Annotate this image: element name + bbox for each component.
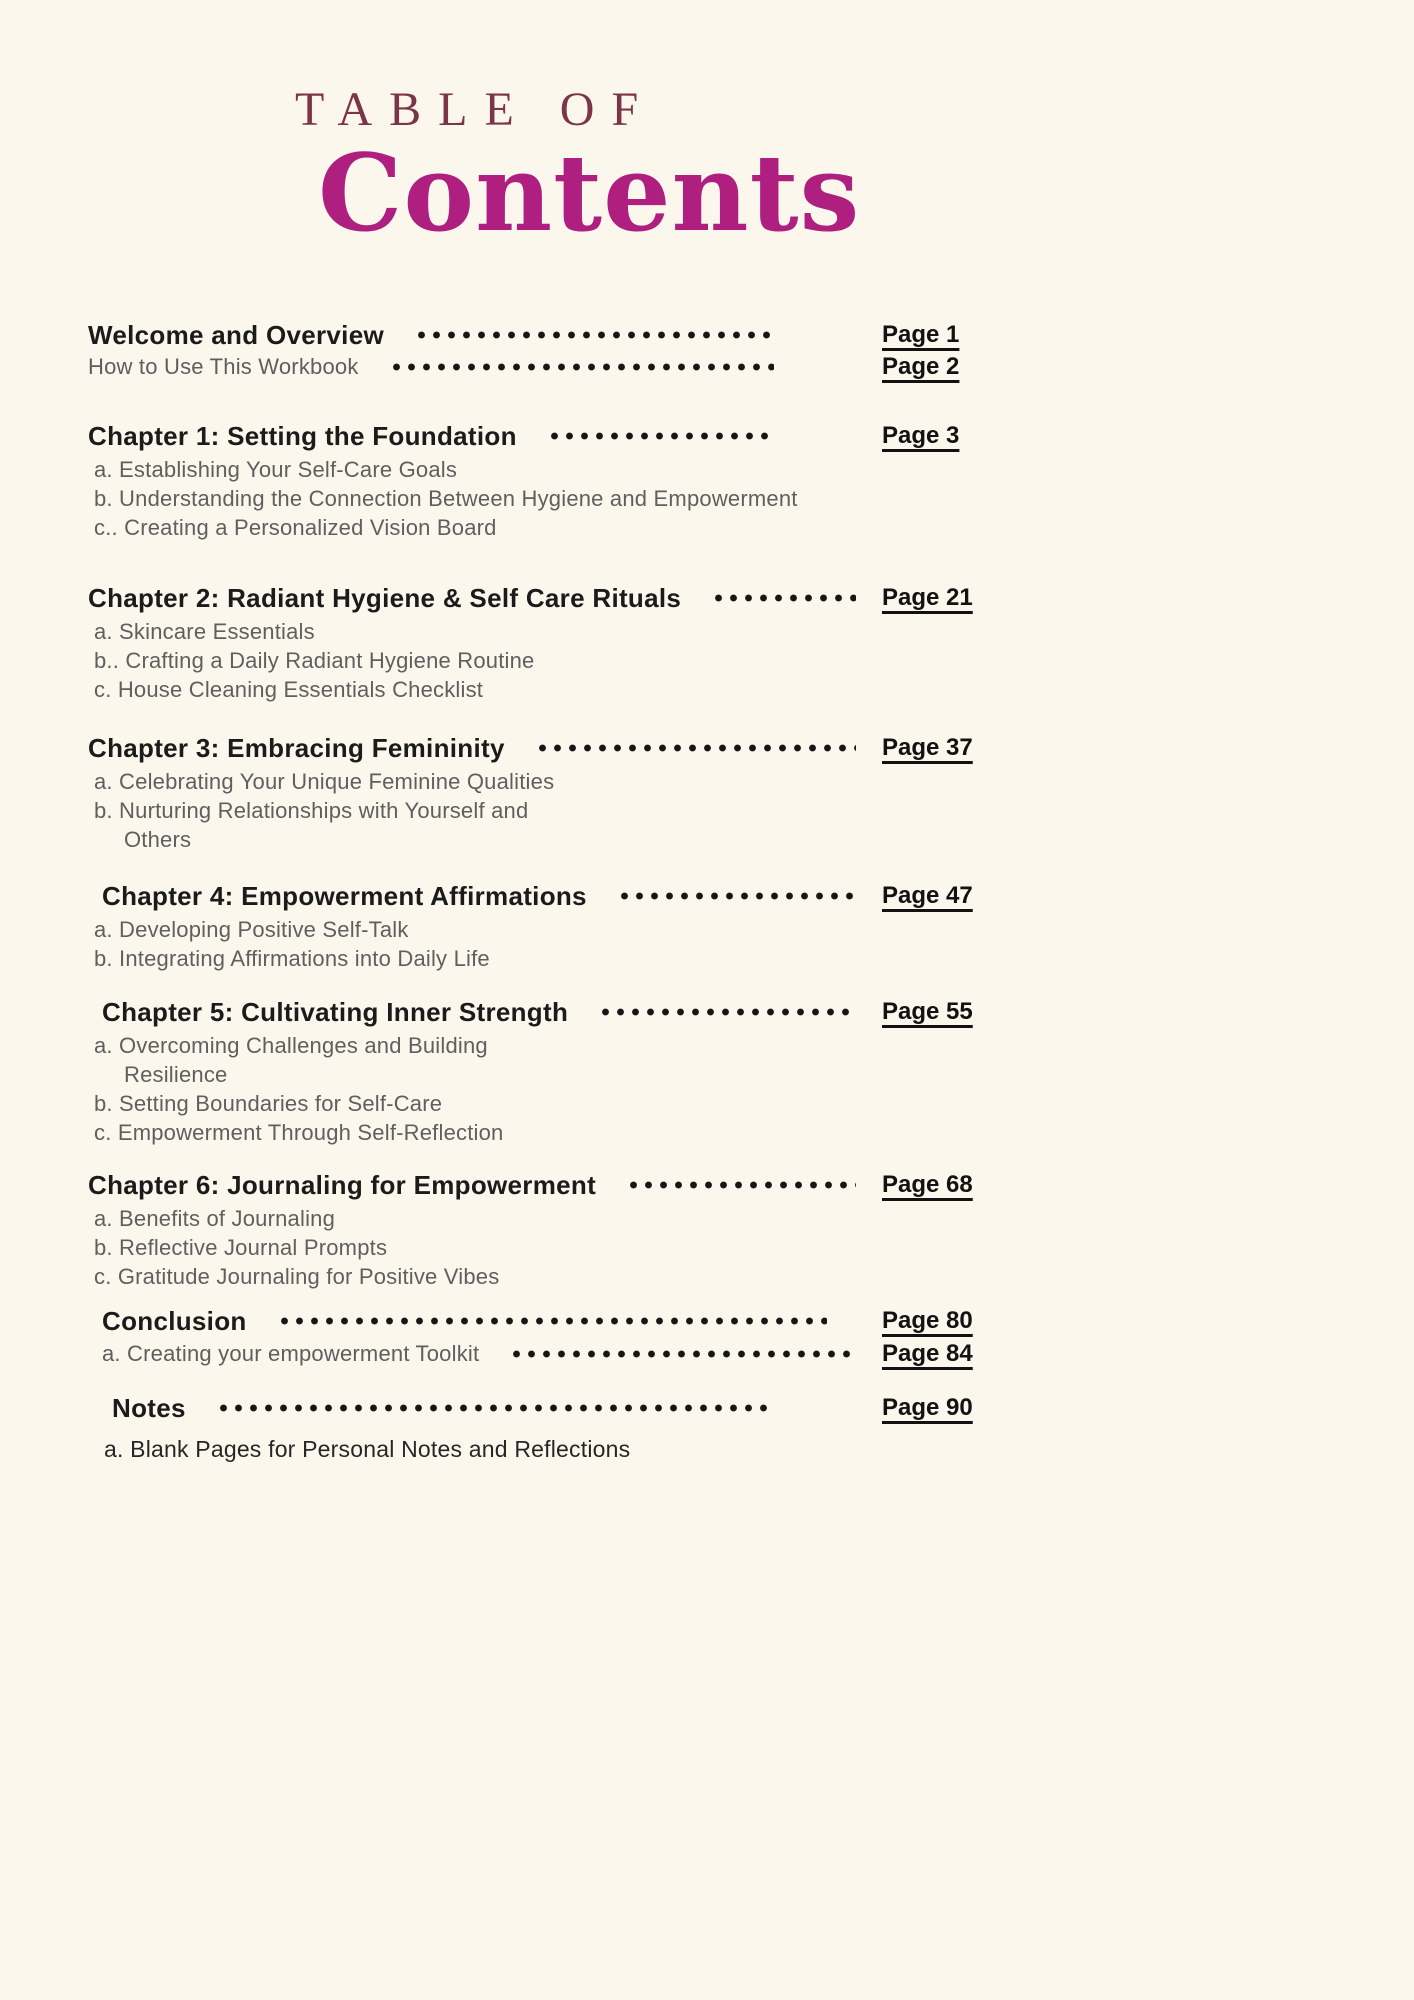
toc-section: [88, 1170, 990, 1291]
toc-entry-title: a. Creating your empowerment Toolkit: [102, 1341, 480, 1366]
toc-subitems: [88, 455, 990, 542]
toc-row: [88, 881, 990, 911]
toc-subitem: a. Blank Pages for Personal Notes and Reflections: [104, 1436, 631, 1462]
toc-subitems: [88, 617, 990, 704]
toc-section: [88, 583, 990, 704]
toc-row: [88, 1306, 990, 1336]
dot-leader: [711, 593, 856, 603]
toc-subitem: a. Overcoming Challenges and Building: [94, 1033, 488, 1058]
toc-subitem: b. Setting Boundaries for Self-Care: [94, 1091, 443, 1116]
toc-section: [88, 1393, 990, 1423]
page-number: Page 21: [882, 584, 973, 611]
dot-leader: [626, 1180, 856, 1190]
toc-subitem: c. Empowerment Through Self-Reflection: [94, 1120, 504, 1145]
toc-row: [88, 1393, 990, 1423]
page-number: Page 37: [882, 734, 973, 761]
toc-entry-title: Chapter 6: Journaling for Empowerment: [88, 1170, 597, 1200]
page-title: Contents: [318, 130, 861, 255]
toc-subitem: b.. Crafting a Daily Radiant Hygiene Routine: [94, 648, 535, 673]
toc-section: [88, 997, 990, 1147]
toc-header: [0, 0, 1414, 260]
toc-subitem: b. Reflective Journal Prompts: [94, 1235, 388, 1260]
toc-entry-title: Chapter 2: Radiant Hygiene & Self Care Rituals: [88, 583, 682, 613]
toc-subitem: b. Nurturing Relationships with Yourself and: [94, 798, 529, 823]
toc-row: [88, 1339, 990, 1369]
toc-row: [88, 1170, 990, 1200]
toc-entry-title: Welcome and Overview: [88, 320, 384, 350]
toc-subitem: c.. Creating a Personalized Vision Board: [94, 515, 497, 540]
toc-subitem: Resilience: [124, 1062, 228, 1087]
page-number: Page 1: [882, 321, 960, 348]
dot-leader: [389, 362, 774, 372]
toc-subitem: b. Integrating Affirmations into Daily Life: [94, 946, 490, 971]
dot-leader: [535, 743, 856, 753]
toc-row: [88, 583, 990, 613]
toc-subitem: c. House Cleaning Essentials Checklist: [94, 677, 484, 702]
toc-section: [88, 352, 990, 382]
toc-list: [88, 320, 990, 1464]
toc-subitems: [88, 915, 990, 973]
toc-subitem: Others: [124, 827, 192, 852]
page-number: Page 84: [882, 1340, 973, 1367]
toc-entry-title: Conclusion: [102, 1306, 247, 1336]
toc-section: [88, 320, 990, 350]
toc-entry-title: Chapter 1: Setting the Foundation: [88, 421, 517, 451]
toc-section: [88, 1339, 990, 1369]
toc-subitems: [88, 1204, 990, 1291]
dot-leader: [598, 1007, 856, 1017]
toc-subitem: c. Gratitude Journaling for Positive Vibes: [94, 1264, 500, 1289]
toc-section: [88, 733, 990, 854]
toc-subitem: a. Skincare Essentials: [94, 619, 315, 644]
toc-subitems: [88, 767, 990, 854]
toc-section: [88, 1434, 990, 1464]
toc-row: [88, 997, 990, 1027]
dot-leader: [547, 431, 774, 441]
toc-section: [88, 421, 990, 542]
toc-row: [88, 320, 990, 350]
page-number: Page 2: [882, 353, 960, 380]
page-number: Page 3: [882, 422, 960, 449]
dot-leader: [216, 1403, 774, 1413]
toc-entry-title: How to Use This Workbook: [88, 354, 359, 379]
toc-subitem: a. Celebrating Your Unique Feminine Qualities: [94, 769, 555, 794]
toc-row: [88, 421, 990, 451]
toc-subitem: b. Understanding the Connection Between Hygiene and Empowerment: [94, 486, 798, 511]
toc-entry-title: Chapter 4: Empowerment Affirmations: [102, 881, 587, 911]
page-number: Page 47: [882, 882, 973, 909]
toc-section: [88, 1306, 990, 1336]
toc-entry-title: Notes: [112, 1393, 186, 1423]
page-number: Page 90: [882, 1394, 973, 1421]
page-number: Page 68: [882, 1171, 973, 1198]
dot-leader: [277, 1316, 827, 1326]
toc-subitem: a. Establishing Your Self-Care Goals: [94, 457, 458, 482]
toc-row: [88, 733, 990, 763]
toc-subitem: a. Developing Positive Self-Talk: [94, 917, 409, 942]
dot-leader: [509, 1349, 856, 1359]
toc-entry-title: Chapter 3: Embracing Femininity: [88, 733, 505, 763]
dot-leader: [414, 330, 774, 340]
dot-leader: [617, 891, 856, 901]
page-number: Page 80: [882, 1307, 973, 1334]
toc-subitem: a. Benefits of Journaling: [94, 1206, 336, 1231]
toc-row: [88, 352, 990, 382]
page-number: Page 55: [882, 998, 973, 1025]
toc-entry-title: Chapter 5: Cultivating Inner Strength: [102, 997, 569, 1027]
toc-section: [88, 881, 990, 973]
toc-subitems: [88, 1031, 990, 1147]
toc-kicker: TABLE OF: [295, 83, 656, 136]
